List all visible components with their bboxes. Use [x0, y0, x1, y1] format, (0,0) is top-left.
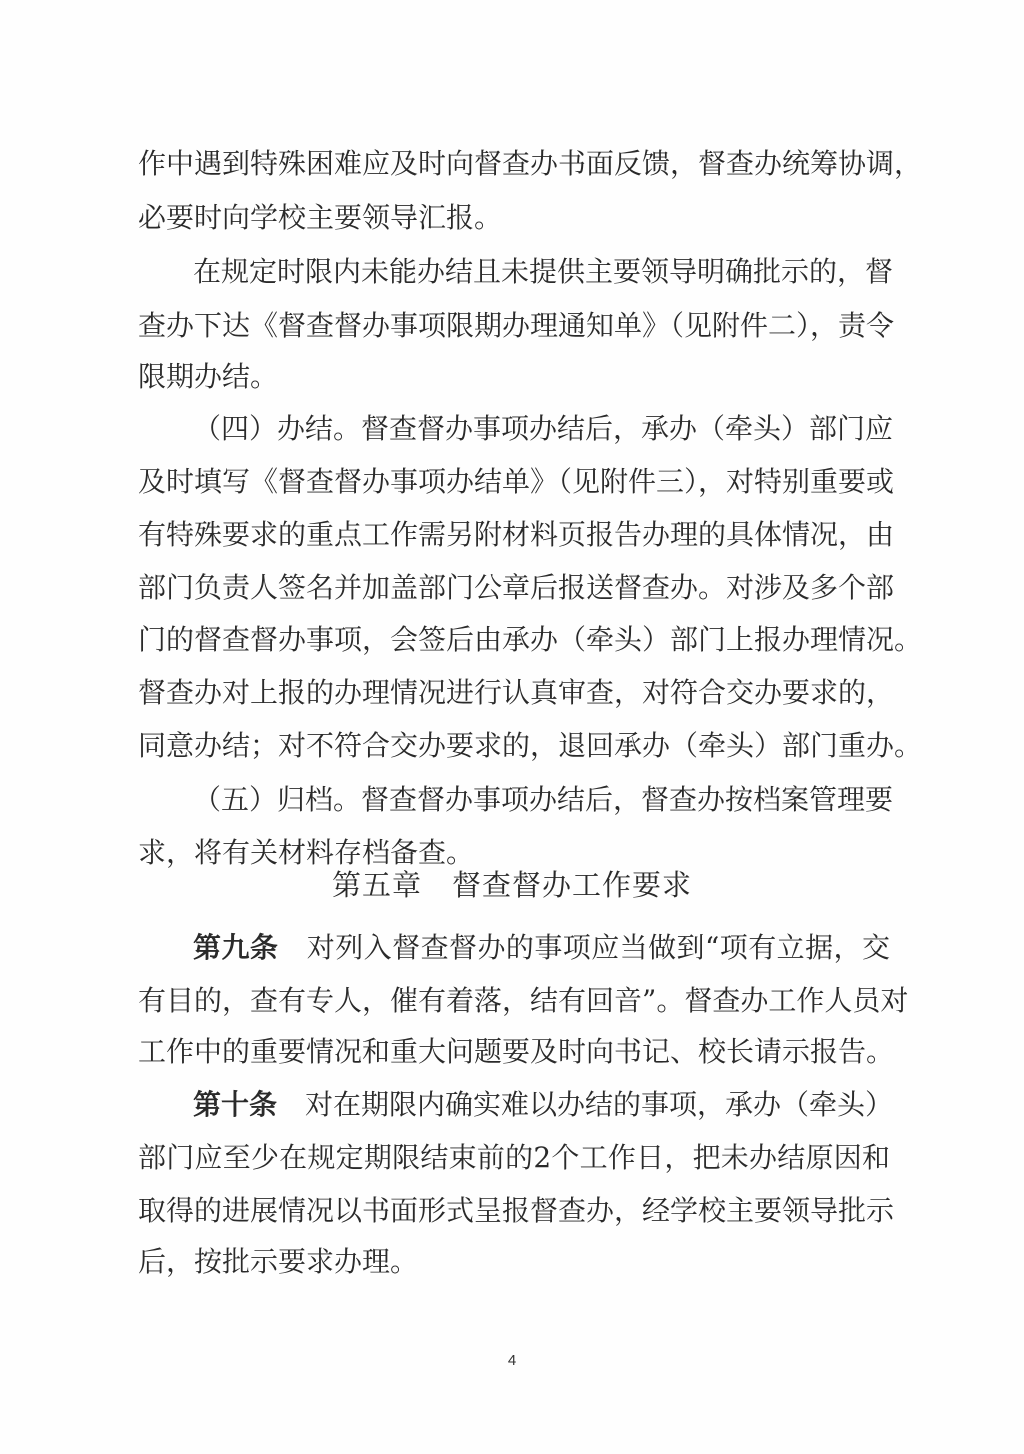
paragraph-line: （四）办结。督查督办事项办结后，承办（牵头）部门应	[193, 412, 894, 445]
paragraph-line: 部门应至少在规定期限结束前的2个工作日，把未办结原因和	[138, 1141, 890, 1174]
paragraph-line: 及时填写《督查督办事项办结单》（见附件三），对特别重要或	[138, 465, 895, 498]
paragraph-line: 有目的，查有专人，催有着落，结有回音”。督查办工作人员对	[138, 984, 909, 1017]
article-label: 第九条	[193, 931, 279, 964]
page-number: 4	[507, 1352, 517, 1369]
paragraph-line: 部门负责人签名并加盖部门公章后报送督查办。对涉及多个部	[138, 571, 895, 604]
article-line	[193, 1087, 894, 1123]
article-label: 第十条	[193, 1088, 278, 1121]
paragraph-line: 取得的进展情况以书面形式呈报督查办，经学校主要领导批示	[138, 1194, 895, 1227]
paragraph-line: 督查办对上报的办理情况进行认真审查，对符合交办要求的，	[138, 676, 895, 709]
paragraph-line: 限期办结。	[138, 360, 279, 393]
paragraph-line: 查办下达《督查督办事项限期办理通知单》（见附件二），责令	[138, 309, 895, 342]
paragraph-line: （五）归档。督查督办事项办结后，督查办按档案管理要	[193, 783, 894, 816]
article-text: 对在期限内确实难以办结的事项，承办（牵头）	[305, 1088, 894, 1121]
paragraph-line: 必要时向学校主要领导汇报。	[138, 201, 503, 234]
paragraph-line: 在规定时限内未能办结且未提供主要领导明确批示的，督	[193, 255, 894, 288]
paragraph-line: 有特殊要求的重点工作需另附材料页报告办理的具体情况，由	[138, 518, 895, 551]
paragraph-line: 门的督查督办事项，会签后由承办（牵头）部门上报办理情况。	[138, 623, 923, 656]
article-line	[193, 930, 890, 966]
paragraph-line: 作中遇到特殊困难应及时向督查办书面反馈，督查办统筹协调，	[138, 147, 923, 180]
paragraph-line: 求，将有关材料存档备查。	[138, 836, 475, 869]
paragraph-line: 工作中的重要情况和重大问题要及时向书记、校长请示报告。	[138, 1035, 895, 1068]
paragraph-line: 后，按批示要求办理。	[138, 1245, 419, 1278]
article-text: 对列入督查督办的事项应当做到“项有立据，交	[306, 931, 890, 964]
chapter-heading: 第五章 督查督办工作要求	[331, 868, 692, 902]
paragraph-line: 同意办结；对不符合交办要求的，退回承办（牵头）部门重办。	[138, 729, 923, 762]
